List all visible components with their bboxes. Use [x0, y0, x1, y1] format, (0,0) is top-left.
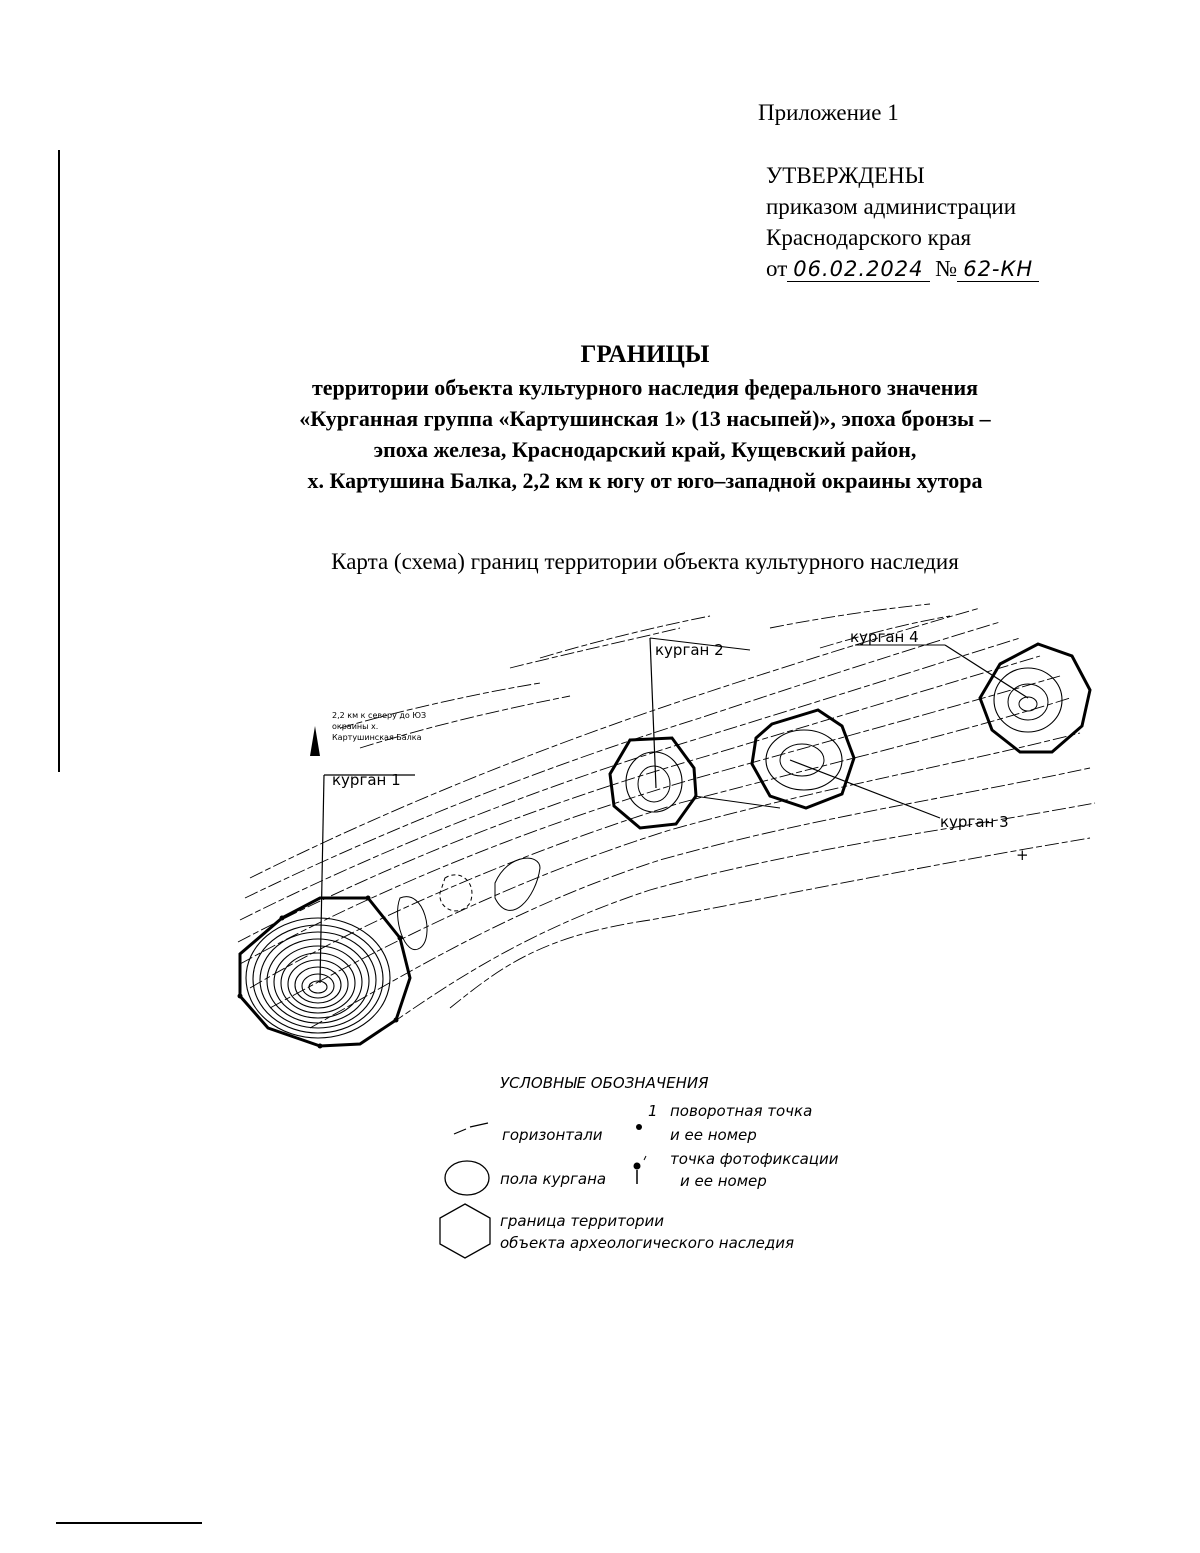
kurgan-4-leader [945, 645, 1028, 698]
approval-number: 62-КН [957, 257, 1039, 282]
kurgan-3-label: курган 3 [940, 813, 1009, 831]
kurgan-4-label: курган 4 [850, 628, 919, 646]
legend [430, 1070, 890, 1260]
legend-contours: горизонтали [502, 1126, 603, 1144]
boundary-icon [436, 1202, 494, 1260]
turn-point-icon [634, 1122, 644, 1132]
legend-title: УСЛОВНЫЕ ОБОЗНАЧЕНИЯ [500, 1074, 709, 1092]
approved-by-line2: Краснодарского края [766, 225, 972, 250]
kurgan-3-boundary [752, 710, 854, 808]
legend-photo-point-line2: и ее номер [680, 1172, 767, 1190]
footnote-rule [56, 1522, 202, 1524]
approval-date: 06.02.2024 [787, 257, 929, 282]
kurgan-1-label: курган 1 [332, 771, 401, 789]
plus-mark: + [1016, 846, 1029, 864]
north-note-line3: Картушинская Балка [332, 733, 422, 742]
map-caption: Карта (схема) границ территории объекта культурного наследия [331, 549, 959, 574]
approved-by-line1: приказом администрации [766, 194, 1017, 219]
small-hill-contour [440, 875, 472, 911]
appendix-label: Приложение 1 [758, 100, 899, 125]
legend-boundary-line2: объекта археологического наследия [500, 1234, 795, 1252]
kurgan-2 [610, 638, 780, 828]
map-schema [210, 598, 1120, 1068]
kurgan-1 [238, 771, 416, 1049]
contour-line-icon [452, 1122, 492, 1136]
title-block [150, 338, 1140, 496]
number-prefix: № [935, 256, 958, 281]
approved-heading: УТВЕРЖДЕНЫ [766, 163, 925, 188]
kurgan-4-boundary [980, 644, 1090, 752]
legend-turn-point-line1: поворотная точка [670, 1102, 813, 1120]
legend-turn-point-line2: и ее номер [670, 1126, 757, 1144]
date-prefix: от [766, 256, 788, 281]
kurgan-3 [752, 710, 1009, 831]
title-line4: х. Картушина Балка, 2,2 км к югу от юго–западной окраины хутора [307, 468, 983, 493]
legend-photo-point-line1: точка фотофиксации [670, 1150, 839, 1168]
north-arrow [310, 711, 426, 756]
kurgan-1-leader [320, 775, 324, 983]
approval-block [766, 160, 1039, 284]
title-line2: «Курганная группа «Картушинская 1» (13 насыпей)», эпоха бронзы – [299, 406, 991, 431]
north-note-line2: окраины х. [332, 722, 379, 731]
legend-mound-floor: пола кургана [500, 1170, 607, 1188]
mound-floor-icon [442, 1158, 492, 1198]
title-line3: эпоха железа, Краснодарский край, Кущевский район, [373, 437, 917, 462]
kurgan-2-leader [650, 638, 656, 788]
north-note-line1: 2,2 км к северу до ЮЗ [332, 711, 427, 720]
margin-rule [58, 150, 60, 772]
kurgan-4 [850, 628, 1090, 752]
title-line1: территории объекта культурного наследия федерального значения [311, 375, 979, 400]
kurgan-2-label: курган 2 [655, 641, 724, 659]
photo-point-icon [630, 1154, 654, 1188]
legend-turn-point-num: 1 [648, 1102, 658, 1120]
legend-boundary-line1: граница территории [500, 1212, 665, 1230]
title-heading: ГРАНИЦЫ [580, 341, 710, 368]
approval-date-line [766, 253, 1039, 284]
kurgan-1-mound-contours [246, 918, 390, 1038]
